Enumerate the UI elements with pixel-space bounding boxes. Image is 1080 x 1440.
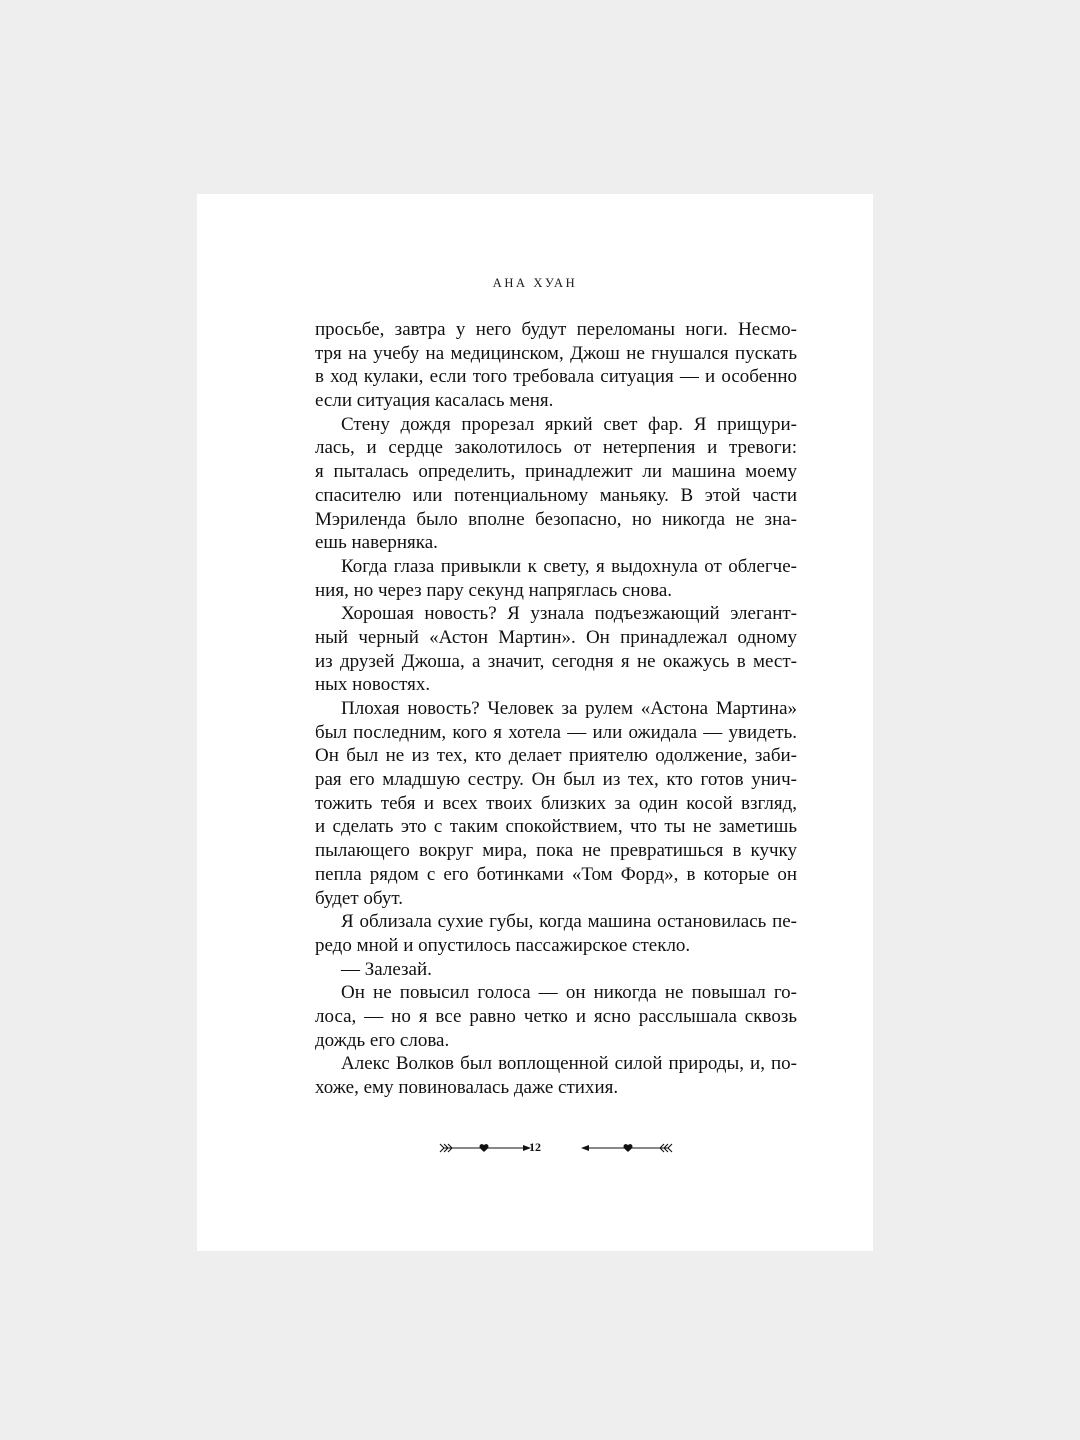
page-number: 12 [529, 1140, 541, 1154]
text-line: Мэриленда было вполне безопасно, но никогда не зна- [315, 508, 797, 530]
text-line: лась, и сердце заколотилось от нетерпения и тревоги: [315, 437, 797, 459]
body-text [315, 318, 797, 1100]
running-head: АНА ХУАН [492, 276, 578, 290]
text-line: Он был не из тех, кто делает приятелю одолжение, заби- [315, 745, 797, 767]
text-line: был последним, кого я хотела — или ожидала — увидеть. [315, 721, 797, 743]
text-line: Стену дождя прорезал яркий свет фар. Я прищури- [341, 413, 797, 435]
text-line: дождь его слова. [315, 1029, 450, 1051]
text-line: Он не повысил голоса — он никогда не повышал го- [341, 982, 797, 1004]
text-line: Алекс Волков был воплощенной силой природы, и, по- [341, 1053, 797, 1075]
text-line: тря на учебу на медицинском, Джош не гнушался пускать [315, 342, 797, 364]
text-line: Плохая новость? Человек за рулем «Астона Мартина» [341, 698, 797, 719]
text-line: Хорошая новость? Я узнала подъезжающий элегант- [341, 603, 797, 625]
text-line: — Залезай. [341, 958, 432, 980]
right-arrow-heart-ornament-icon [577, 1141, 673, 1155]
text-line: будет обут. [315, 887, 403, 909]
text-line: ния, но через пару секунд напряглась снова. [315, 579, 673, 601]
text-line: редо мной и опустилось пассажирское стекло. [315, 934, 691, 956]
text-line: Когда глаза привыкли к свету, я выдохнула от облегче- [341, 555, 797, 577]
text-line: рая его младшую сестру. Он был из тех, кто готов унич- [315, 769, 797, 791]
text-line: Я облизала сухие губы, когда машина остановилась пе- [341, 911, 797, 933]
text-line: тожить тебя и всех твоих близких за один косой взгляд, [315, 792, 797, 814]
page-footer [197, 1138, 873, 1158]
text-line: ный черный «Астон Мартин». Он принадлежал одному [315, 626, 797, 648]
text-line: ных новостях. [315, 674, 431, 696]
text-line: если ситуация касалась меня. [315, 390, 554, 412]
text-line: я пыталась определить, принадлежит ли машина моему [315, 461, 797, 483]
text-line: лоса, — но я все равно четко и ясно расслышала сквозь [315, 1005, 797, 1027]
text-line: и сделать это с таким спокойствием, что ты не заметишь [315, 816, 797, 838]
text-line: пылающего вокруг мира, пока не превратишься в кучку [315, 840, 797, 862]
text-line: пепла рядом с его ботинками «Том Форд», в которые он [315, 863, 797, 885]
text-line: просьбе, завтра у него будут переломаны ноги. Несмо- [315, 319, 797, 340]
book-page [197, 194, 873, 1251]
text-line: спасителю или потенциальному маньяку. В этой части [315, 484, 797, 506]
text-line: в ход кулаки, если того требовала ситуация — и особенно [315, 366, 797, 388]
text-line: хоже, ему повиновалась даже стихия. [315, 1077, 619, 1098]
text-line: из друзей Джоша, а значит, сегодня я не окажусь в мест- [315, 650, 797, 672]
text-line: ешь наверняка. [315, 532, 438, 554]
